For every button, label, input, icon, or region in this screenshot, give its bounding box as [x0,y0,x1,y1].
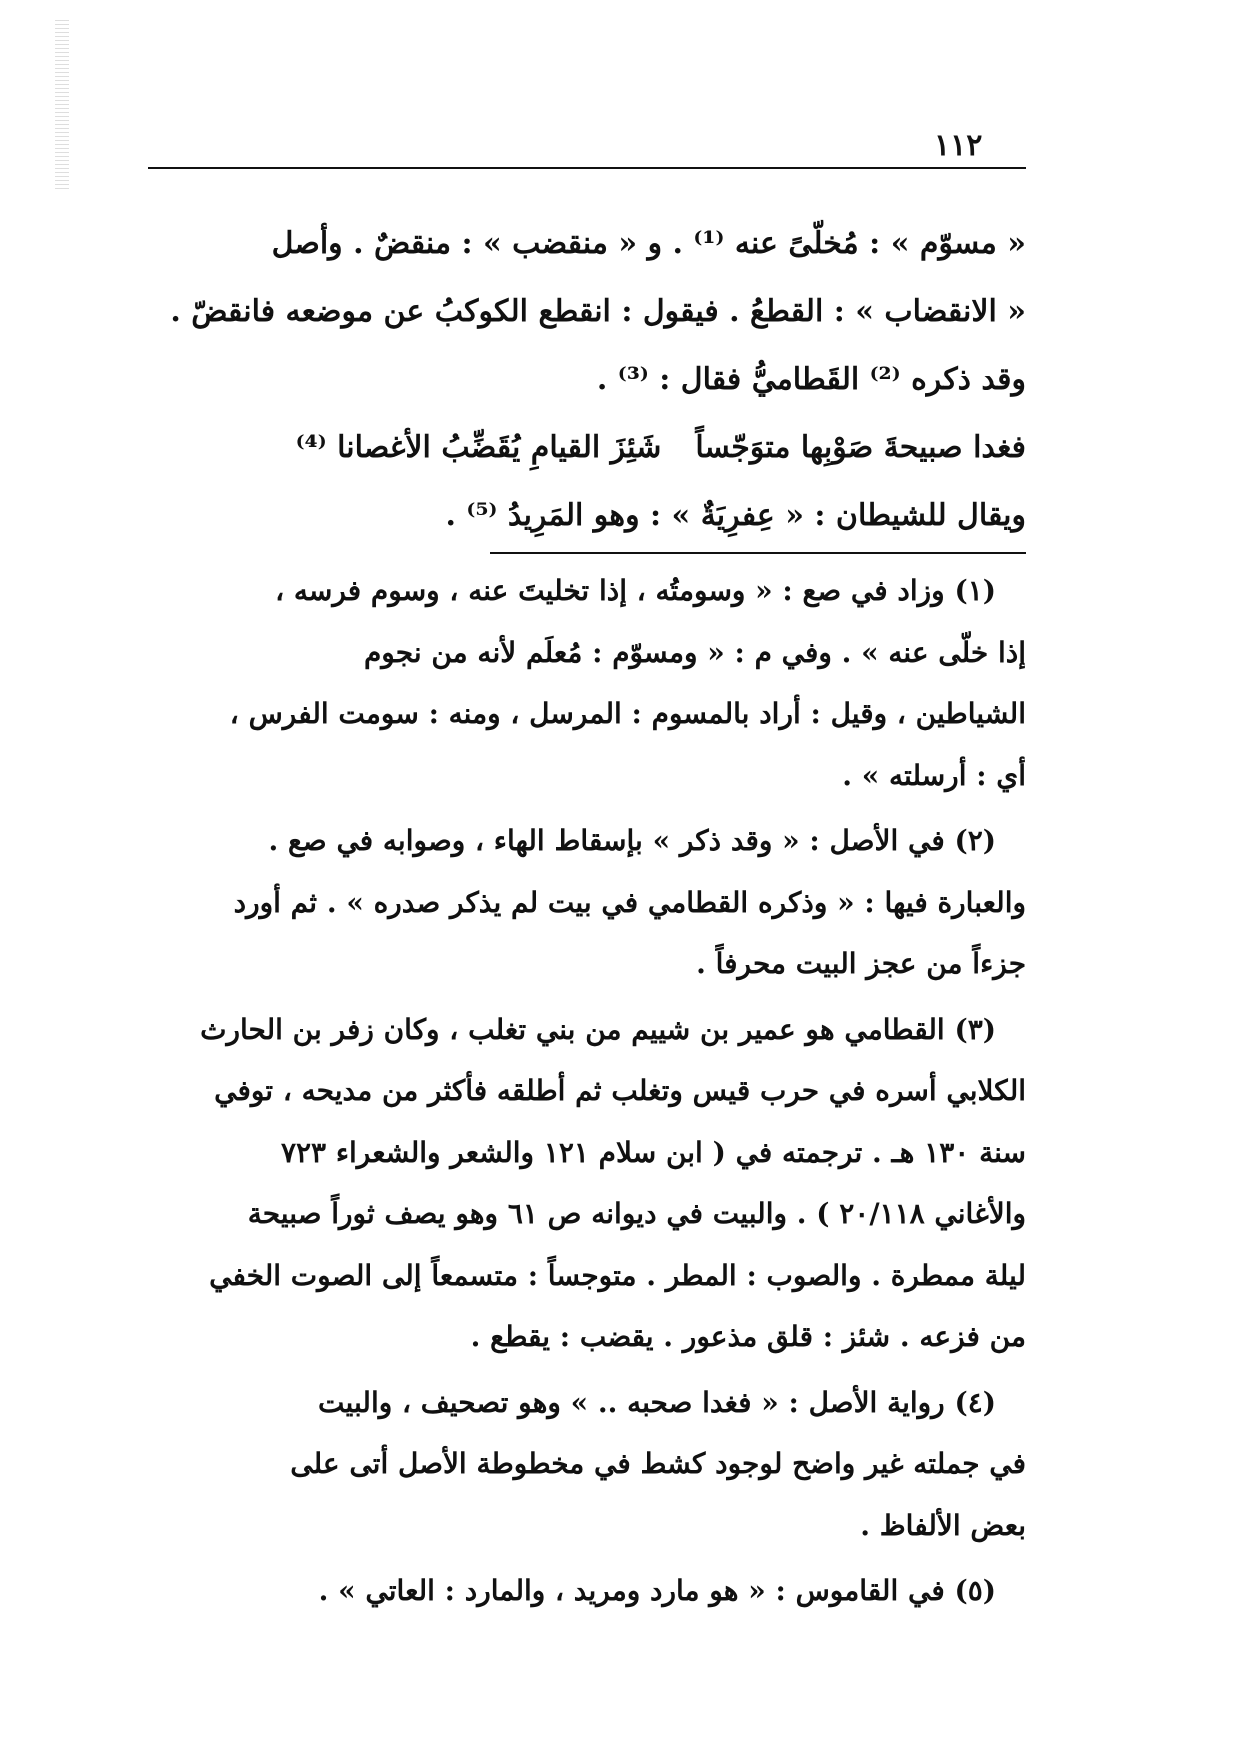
footnote-line: أي : أرسلته » . [842,758,1026,792]
footnote-line: (٤) رواية الأصل : « فغدا صحبه .. » وهو تصحيف ، والبيت [318,1385,996,1419]
footnotes [148,560,1026,1626]
footnote-line: بعض الألفاظ . [860,1508,1026,1542]
footnotes-rule [490,552,1026,554]
verse-second-hemistich: شَئِزَ القيامِ يُقَضِّبُ الأغصانا ⁽⁴⁾ [295,430,662,465]
footnote-line: ليلة ممطرة . والصوب : المطر . متوجساً : متسمعاً إلى الصوت الخفي [209,1258,1026,1292]
footnote-line: إذا خلّى عنه » . وفي م : « ومسوّم : مُعلَم لأنه من نجوم [363,635,1026,669]
footnote-line: (٢) في الأصل : « وقد ذكر » بإسقاط الهاء ، وصوابه في صع . [268,824,996,857]
main-text-line: وقد ذكره ⁽²⁾ القَطاميُّ فقال : ⁽³⁾ . [596,362,1026,397]
scan-binding-edge [55,20,69,190]
footnote-line: (٣) القطامي هو عمير بن شييم من بني تغلب ، وكان زفر بن الحارث [200,1012,996,1046]
footnote-3 [148,999,1026,1368]
footnote-line: (١) وزاد في صع : « وسومتُه ، إذا تخليتَ عنه ، وسوم فرسه ، [275,574,996,607]
main-text-line: « مسوّم » : مُخلّىً عنه ⁽¹⁾ . و « منقضب » : منقضٌ . وأصل [271,226,1026,261]
footnote-line: والعبارة فيها : « وذكره القطامي في بيت لم يذكر صدره » . ثم أورد [233,885,1026,919]
poem-verse [148,414,1026,482]
footnote-5 [148,1560,1026,1622]
header-rule [148,167,1026,169]
footnote-line: في جملته غير واضح لوجود كشط في مخطوطة الأصل أتى على [290,1447,1026,1480]
main-text-line: ويقال للشيطان : « عِفرِيَةٌ » : وهو المَرِيدُ ⁽⁵⁾ . [445,498,1026,533]
main-text [148,210,1026,550]
footnote-line: (٥) في القاموس : « هو مارد ومريد ، والمارد : العاتي » . [318,1574,996,1607]
footnote-2 [148,810,1026,995]
footnote-4 [148,1372,1026,1557]
verse-first-hemistich: فغدا صبيحةَ صَوْبِها متوَجّساً [695,430,1026,465]
footnote-line: الشياطين ، وقيل : أراد بالمسوم : المرسل ، ومنه : سومت الفرس ، [229,697,1026,730]
footnote-line: والأغاني ٢٠/١١٨ ) . والبيت في ديوانه ص ٦١ وهو يصف ثوراً صبيحة [247,1197,1026,1230]
footnote-line: الكلابي أسره في حرب قيس وتغلب ثم أطلقه فأكثر من مديحه ، توفي [214,1074,1026,1107]
main-text-line: « الانقضاب » : القطعُ . فيقول : انقطع الكوكبُ عن موضعه فانقضّ . [170,294,1026,329]
footnote-line: من فزعه . شئز : قلق مذعور . يقضب : يقطع . [470,1320,1026,1353]
footnote-line: سنة ١٣٠ هـ . ترجمته في ( ابن سلام ١٢١ والشعر والشعراء ٧٢٣ [280,1135,1026,1169]
page-number: ١١٢ [934,128,983,163]
footnote-line: جزءاً من عجز البيت محرفاً . [696,947,1026,980]
footnote-1 [148,560,1026,806]
